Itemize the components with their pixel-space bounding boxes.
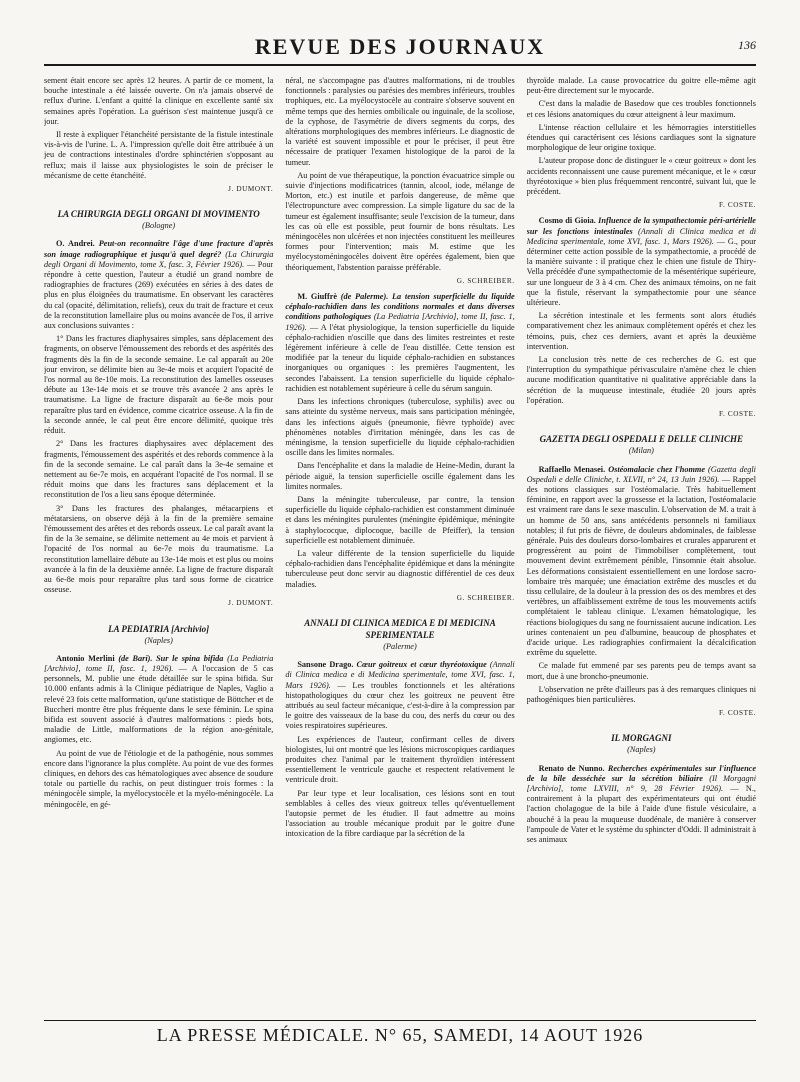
paragraph: Au point de vue de l'étiologie et de la pathogénie, nous sommes encore dans l'ignorance la plus complète. Au point de vue des formes cliniques, en dehors des cas hématologiques avec absence de soudure totale ou partielle du rachis, on peut distinguer trois formes : la méningocèle simple, la myélocystocèle et la myélo-méningocèle. La méningocèle, en gé- — [44, 748, 274, 809]
paragraph: Les expériences de l'auteur, confirmant celles de divers biologistes, lui ont montré que les lésions microscopiques cardiaques produites chez l'animal par le traitement thyroïdien intéressent essentiellement le ventricule gauche et respectent relativement le ventricule droit. — [285, 734, 515, 785]
paragraph: L'auteur propose donc de distinguer le « cœur goitreux » dont les accidents reconnaissent une cause purement mécanique, et le « cœur thyréotoxique » bien plus fréquemment rencontré, suivant lui, que le précédent. — [526, 156, 756, 197]
journal-location: (Milan) — [628, 446, 654, 456]
article-body: — A l'occasion de 5 cas personnels, M. publie une étude détaillée sur le spina bifida. Sur 10.000 enfants admis à la Clinique pédiatrique de Naples, Vaglio a relevé 23 fois cette malformation, qu'une statistique de Böttcher et de Buccheri montre être plus fréquente dans le sexe féminin. Le spina bifida est souvent associé à d'autres malformations : pieds bots, maladie de Little, malformations de la région ano-génitale, angiomes, etc. — [44, 663, 274, 745]
journal-location: (Palerme) — [383, 641, 417, 651]
article-author: M. Giuffrè — [297, 292, 338, 302]
article-body: — Rappel des notions classiques sur l'ostéomalacie. Très habituellement féminine, en rapport avec la grossesse et la lactation, l'ostéomalacie est vraiment rare dans le sexe masculin. L'observation de M. a trait à un homme de 50 ans, sans antécédents personnels ni familiaux notables; il fut pris de fièvre, de douleurs abdominales, de faiblesse générale. Puis des douleurs dorso-lombaires et crurales apparurent et progressèrent au point de l'immobiliser complètement, tout mouvement devint extrêmement pénible, l'insomnie était absolue. Les déformations consistaient essentiellement en une lordose sacro-lombaire très marquée; une émaciation extrême des muscles et du tissu cellulaire, de la douleur à la pression des os des membres et des vertèbres, un affaiblissement extrême de tous les mouvements actifs complétaient le tableau clinique. L'examen hématologique, les réactions biologiques du sang ne fournissaient aucune indication. Les urines contenaient un peu d'albumine, beaucoup de phosphates et d'acide urique. Les radiographies confirmaient la décalcification extrême du squelette. — [526, 474, 756, 658]
paragraph: 2° Dans les fractures diaphysaires avec déplacement des fragments, l'émoussement des aspérités et des rebords commence à la fin de la seconde semaine. Le cal paraît dans la 3e-4e semaine et nettement au 6e-7e mois, en acquérant l'opacité de l'os normal. Il se réduit moins que dans les fractures sans déplacement et la reconstitution de l'os a lieu sans époque déterminée. — [44, 439, 274, 500]
article-body: — G., pour déterminer cette action possible de la sympathectomie, a procédé de la manière suivante : il pratique chez le chien une fistule de Thiry-Vella précédée d'une sympathectomie de la mésentérique supérieure, sur une longueur de 3 à 4 cm. Chez des animaux témoins, on ne fait que la fistule, réservant la sympathectomie pour une séance ultérieure. — [526, 236, 756, 308]
article-title: Ostéomalacie chez l'homme — [608, 464, 705, 474]
author-signature: F. COSTE. — [719, 201, 756, 210]
author-signature: F. COSTE. — [719, 709, 756, 718]
journal-section-title: LA PEDIATRIA [Archivio] — [108, 623, 210, 634]
paragraph: Dans l'encéphalite et dans la maladie de Heine-Medin, durant la période aiguë, la tension superficielle oscille également dans les limites normales. — [285, 461, 515, 491]
article-source: (La Pediatria [Archivio], tome II, fasc. 1, 1926). — [285, 312, 515, 332]
text-columns — [44, 76, 756, 1006]
article-body: — Pour répondre à cette question, l'auteur a étudié un grand nombre de radiographies de fractures (269) exécutées en séries à des dates de plus en plus éloignées du traumatisme. En observant les caractères du cal (opacité, délimitation, reliefs), ceux du trait de fracture et ceux de la reconstitution lamellaire plus ou moins avancée de l'os, il arrive aux conclusions suivantes : — [44, 259, 274, 331]
journal-section-title: ANNALI DI CLINICA MEDICA E DI MEDICINA SPERIMENTALE — [304, 617, 496, 640]
article-source: (Il Morgagni [Archivio], tome LXVIII, n° 9, 28 Février 1926). — [526, 773, 756, 793]
paragraph: 1° Dans les fractures diaphysaires simples, sans déplacement des fragments, on observe l'émoussement des rebords et des aspérités des fragments dès la fin de la seconde semaine. Le cal apparaît au 20e jour environ, se délimite bien au 3e-4e mois et acquiert l'opacité de l'os normal au 8e-10e mois. La reconstitution des lamelles osseuses débute au 13e-14e mois et se trouve très avancée 2 ans après le traumatisme. La ligne de fracture disparaît au 6e-8e mois pour reparaître plus tard en évidence, comme cicatrice osseuse. A la fin de la seconde année, le cal peut être encore délimité, quoique très réduit. — [44, 334, 274, 436]
author-signature: G. SCHREIBER. — [456, 593, 515, 602]
author-signature: J. DUMONT. — [228, 599, 274, 608]
article-title: Cœur goitreux et cœur thyréotoxique — [356, 660, 487, 670]
paragraph: Ce malade fut emmené par ses parents peu de temps avant sa mort, due à une broncho-pneumonie. — [526, 661, 756, 681]
paragraph: Au point de vue thérapeutique, la ponction évacuatrice simple ou suivie d'injections modificatrices (tannin, alcool, iode, mélange de Morton, etc.) est inutile et parfois dangereuse, de même que l'électropuncture avec compression. La simple ligature du sac de la tumeur est également insuffisante; seule l'excision de la tumeur, dans les cas où elle est possible, peut fournir de bons résultats. Les méningocèles non ulcérées et non injectées constituent les meilleures formes pour l'intervention; mais M. estime que les myélocystoméningocèles doivent être opérées également, bien que théoriquement, l'abstention paraisse préférable. — [285, 170, 515, 272]
footer-publication-line: LA PRESSE MÉDICALE. N° 65, SAMEDI, 14 AOUT 1926 — [156, 1025, 644, 1045]
journal-section-title: IL MORGAGNI — [611, 733, 672, 744]
running-title: REVUE DES JOURNAUX — [254, 34, 546, 59]
paragraph: Il reste à expliquer l'étanchéité persistante de la fistule intestinale vis-à-vis de l'urine. L. A. l'impression qu'elle doit être attribuée à un jeu de contractions intestinales d'ordre sphinctérien s'opposant au reflux; mais il laisse aux physiologistes le soin de préciser le mécanisme de cette étanchéité. — [44, 130, 274, 180]
article-source: (Annali di Clinica medica et di Medicina sperimentale, tome XVI, fasc. 1, Mars 1926). — [526, 226, 756, 246]
paragraph: 3° Dans les fractures des phalanges, métacarpiens et métatarsiens, on observe déjà à la fin de la première semaine l'émoussement des arêtes et des rebords osseux. Le cal paraît avant la fin de la 3e semaine, se délimite nettement au 4e mois et parvient à l'opacité de l'os normal au 6e-7e mois du traumatisme. La reconstitution lamellaire débute au 13e-14e mois et est plus ou moins avancée à la fin de la deuxième année. La ligne de fracture disparaît au 6e-8e mois pour reparaître plus tard sous forme de cicatrice osseuse. — [44, 503, 274, 595]
page-footer — [44, 1020, 756, 1055]
paragraph: Dans la méningite tuberculeuse, par contre, la tension superficielle du liquide céphalo-rachidien est constamment diminuée et dans les méningites purulentes (méningite épidémique, méningite à staphylococque, diplocoque, bacille de Pfeiffer), la tension superficielle est notablement diminuée. — [285, 494, 515, 545]
article-entry — [44, 654, 273, 746]
paragraph: L'intense réaction cellulaire et les hémorragies interstitielles étendues qui caractérisent ces lésions cardiaques sont la signature morphologique de leur origine toxique. — [526, 122, 756, 153]
paragraph: La valeur différente de la tension superficielle du liquide céphalo-rachidien dans l'encéphalite épidémique et dans la méningite tuberculeuse peut donc servir au diagnostic différentiel de ces deux maladies. — [285, 548, 515, 589]
paragraph: Dans les infections chroniques (tuberculose, syphilis) avec ou sans atteinte du système nerveux, mais sans participation méningée, dans les infections aiguës (pneumonie, fièvre typhoïde) avec phénomènes notables d'irritation méningée, dans les cas de méningisme, la tension superficielle du liquide céphalo-rachidien oscille dans les limites normales. — [285, 397, 515, 458]
paragraph: Par leur type et leur localisation, ces lésions sont en tout semblables à celles des vieux goitreux telles qu'éventuellement l'autopsie permet de les étudier. Il faut admettre au moins l'association au trouble mécanique produit par le goitre d'une intoxication de la fibre cardiaque par la sécrétion de la — [285, 788, 515, 839]
article-author: Renato de Nunno. — [538, 763, 605, 773]
column-3 — [527, 76, 756, 1006]
paragraph: thyroïde malade. La cause provocatrice du goitre elle-même agit peut-être directement sur le myocarde. — [526, 76, 756, 96]
article-entry — [285, 292, 514, 394]
journal-location: (Naples) — [627, 745, 656, 755]
paragraph: C'est dans la maladie de Basedow que ces troubles fonctionnels et ces lésions anatomiques du cœur atteignent à leur maximum. — [526, 99, 756, 119]
article-author: Sansone Drago. — [297, 660, 354, 670]
article-entry — [44, 239, 273, 331]
journal-location: (Naples) — [144, 635, 173, 645]
author-signature: F. COSTE. — [719, 410, 756, 419]
article-title: (de Bari). Sur le spina bifida — [118, 653, 224, 663]
page-header — [44, 30, 756, 66]
article-body: — A l'état physiologique, la tension superficielle du liquide céphalo-rachidien n'oscille que dans des limites restreintes et reste légèrement inférieure à celle de l'eau distillée. Cette tension est modifiée par la teneur du liquide céphalo-rachidien en substances inorganiques ou organiques : les premières l'augmentent, les secondes l'abaissent. La tension superficielle du liquide céphalo-rachidien est notablement supérieure à celle du sérum sanguin. — [285, 322, 515, 393]
paragraph: La sécrétion intestinale et les ferments sont alors étudiés comparativement chez les animaux complètement opérés et chez les témoins, puis, chez ces derniers, avant et après la deuxième intervention. — [526, 311, 756, 351]
article-author: O. Andrei. — [56, 239, 95, 249]
paragraph: sement était encore sec après 12 heures. A partir de ce moment, la bouche intestinale a été laissée ouverte. On n'a jamais observé de reflux d'urine. L'enfant a quitté la clinique en excellente santé six semaines après l'opération. La guérison s'est maintenue jusqu'à ce jour. — [44, 76, 274, 126]
article-author: Cosmo di Gioia. — [538, 216, 596, 226]
article-title: Recherches expérimentales sur l'influence de la bile desséchée sur la sécrétion biliaire — [526, 763, 756, 783]
article-author: Raffaello Menasei. — [538, 464, 606, 474]
article-source: (Annali di Clinica medica e di Medicina sperimentale, tome XVI, fasc. 1, Mars 1926). — [285, 660, 515, 690]
article-title: Influence de la sympathectomie péri-artérielle sur les fonctions intestinales — [526, 216, 756, 236]
column-2 — [285, 76, 514, 1006]
paragraph: néral, ne s'accompagne pas d'autres malformations, ni de troubles fonctionnels : paralysies ou parésies des membres inférieurs, troubles trophiques, etc. La myélocystocèle au contraire s'observe souvent en même temps que des hernies ombilicale ou inguinale, de la scoliose, de la cyphose, de l'asymétrie de divers segments du corps, des altérations morphologiques des membres inférieurs. Le diagnostic de la variété est souvent impossible et pour le préciser, il peut être nécessaire de pratiquer l'examen histologique de la paroi de la tumeur. — [285, 76, 515, 167]
article-entry — [527, 216, 756, 308]
page-number: 136 — [738, 38, 756, 52]
column-1 — [44, 76, 273, 1006]
article-entry — [285, 660, 514, 731]
journal-section-title: LA CHIRURGIA DEGLI ORGANI DI MOVIMENTO — [57, 209, 260, 220]
paragraph: L'observation ne prête d'ailleurs pas à des remarques cliniques ni pathogéniques bien particulières. — [526, 684, 756, 704]
article-title: (de Palerme). La tension superficielle du liquide céphalo-rachidien dans les conditions normales et dans diverses conditions pathologiques — [285, 292, 515, 322]
article-source: (La Chirurgia degli Organi di Movimento, tome X, fasc. 3, Février 1926). — [44, 249, 274, 269]
article-source: (La Pediatria [Archivio], tome II, fasc. 1, 1926). — [44, 653, 274, 673]
article-author: Antonio Merlini — [56, 653, 115, 663]
author-signature: G. SCHREIBER. — [456, 276, 515, 285]
article-title: Peut-on reconnaître l'âge d'une fracture d'après son image radiographique et jusqu'à quel degré? — [44, 239, 274, 259]
article-body: — Les troubles fonctionnels et les altérations histopathologiques du cœur chez les goitreux ne peuvent être attribués au seul facteur mécanique, c'est-à-dire à la compression par le goitre des vaisseaux de la base du cou, des nerfs du cœur ou des voies respiratoires supérieures. — [285, 680, 515, 731]
author-signature: J. DUMONT. — [228, 185, 274, 194]
article-body: — N., contrairement à la plupart des expérimentateurs qui ont étudié l'action cholagogue de la bile à l'aide d'une fistule vésiculaire, a abouché à la peau la muqueuse duodénale, de manière à conserver l'ampoule de Vater et le système du sphincter d'Oddi. Il administrait à ses animaux — [526, 783, 756, 844]
paragraph: La conclusion très nette de ces recherches de G. est que l'interruption du sympathique périvasculaire n'amène chez le chien aucune modification quantitative ni qualitative appréciable dans la sécrétion de la muqueuse intestinale, étudiée 20 jours après l'opération. — [526, 355, 756, 405]
article-source: (Gazetta degli Ospedali e delle Cliniche, t. XLVII, n° 24, 13 Juin 1926). — [526, 464, 756, 484]
journal-section-title: GAZETTA DEGLI OSPEDALI E DELLE CLINICHE — [539, 434, 743, 445]
article-entry — [527, 465, 756, 659]
journal-location: (Bologne) — [142, 221, 176, 231]
article-entry — [527, 764, 756, 846]
